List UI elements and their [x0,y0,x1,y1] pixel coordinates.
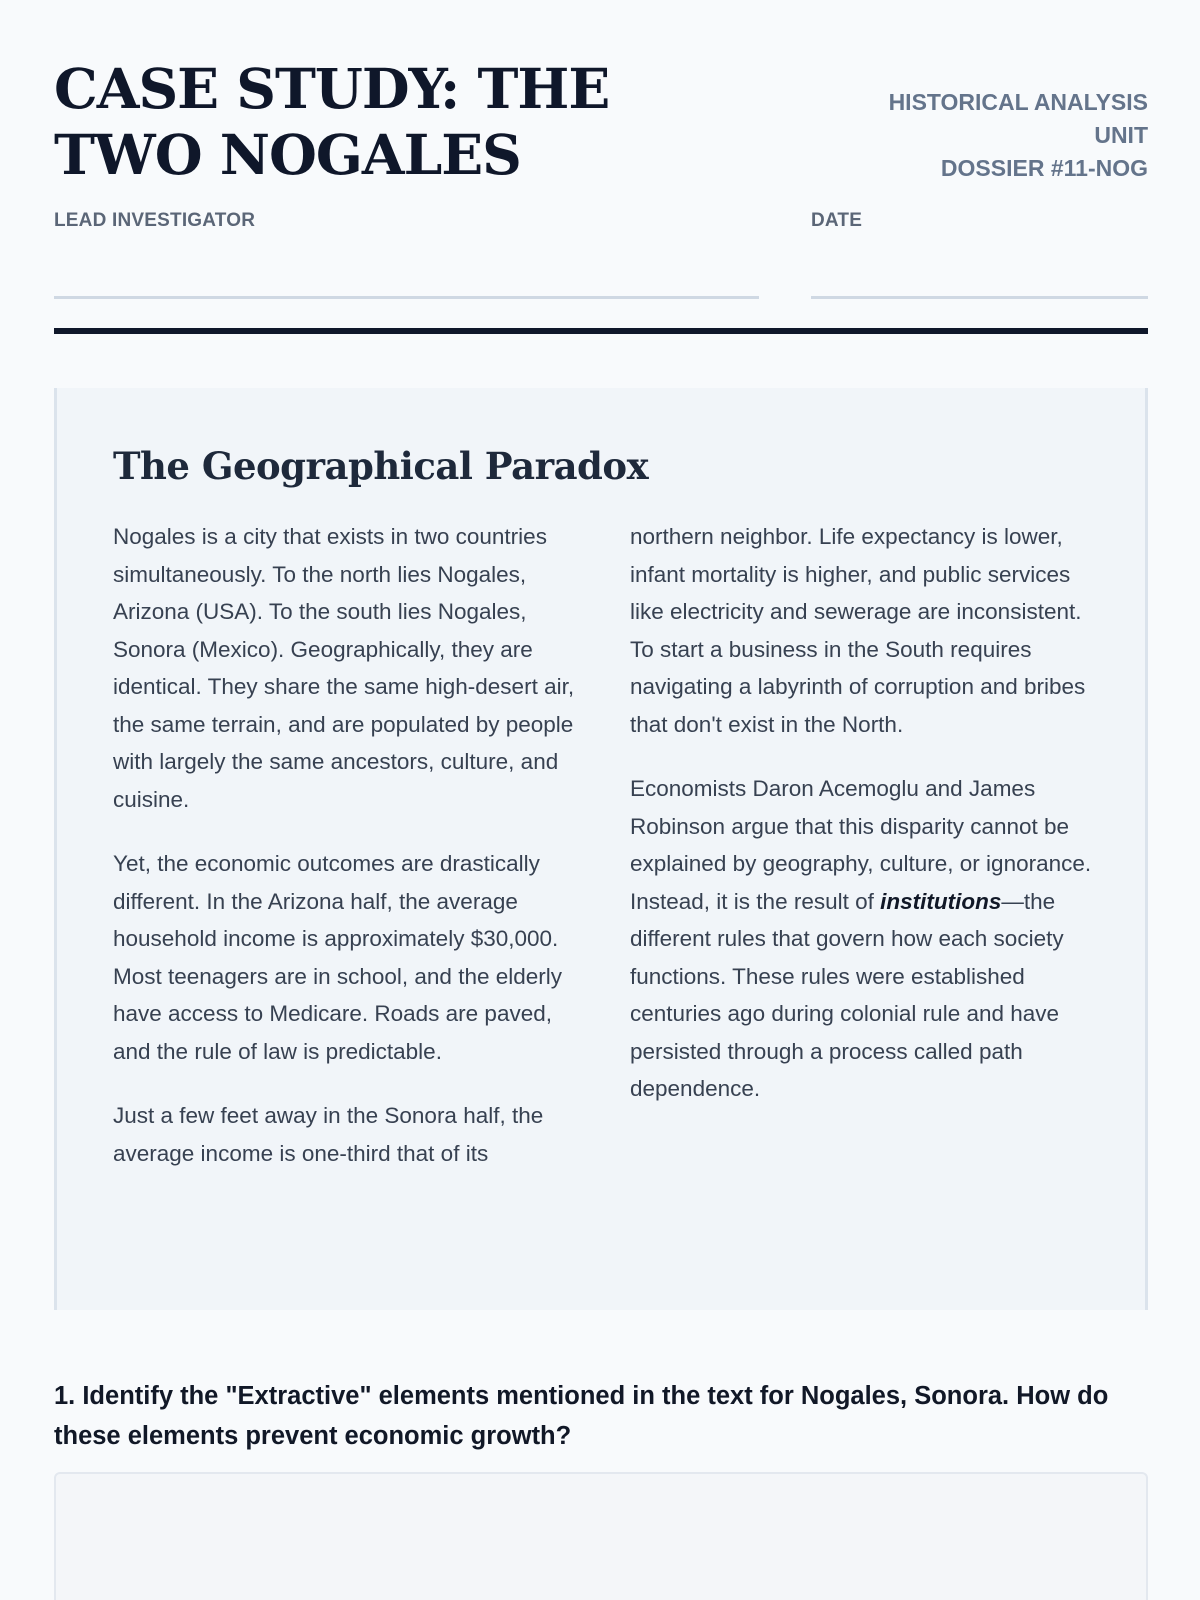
info-fields [54,210,1148,356]
paragraph-3-start: Just a few feet away in the Sonora half, the average income is one-third that of its [113,1103,544,1166]
investigator-field[interactable] [54,250,759,294]
investigator-label: LEAD INVESTIGATOR [54,210,256,231]
paragraph-4-text-a: Economists Daron Acemoglu and James Robinson argue that this disparity cannot be explained by geography, culture, or ignorance. Instead, it is the result of [630,776,1092,914]
header [54,56,1148,188]
answer-box-1[interactable] [54,1472,1148,1600]
paragraph-2: Yet, the economic outcomes are drastically different. In the Arizona half, the average household income is approximately $30,000. Most teenagers are in school, and the elderly have access to Medicare. Roads are paved, and the rule of law is predictable. [113,851,563,1064]
article-heading: The Geographical Paradox [113,444,649,488]
article-column-right [630,518,1098,1135]
institutions-emphasis: institutions [880,888,1002,914]
paragraph-1: Nogales is a city that exists in two countries simultaneously. To the north lies Nogales, Arizona (USA). To the south lies Nogales, Sonora (Mexico). Geographically, they are identical. They share the same high-desert air, the same terrain, and are populated by people with largely the same ancestors, culture, and cuisine. [113,524,575,812]
unit-label: HISTORICAL ANALYSIS UNIT [888,89,1148,148]
worksheet-page [54,56,1148,1450]
page-title: CASE STUDY: THE TWO NOGALES [54,56,610,187]
date-label: DATE [811,210,863,231]
paragraph-4 [630,770,1098,1108]
dossier-number: DOSSIER #11-NOG [940,155,1148,181]
article-column-left [113,518,581,1199]
date-underline [811,296,1148,299]
section-divider [54,328,1148,334]
dossier-info [868,86,1148,185]
paragraph-3-end: northern neighbor. Life expectancy is lower, infant mortality is higher, and public services like electricity and sewerage are inconsistent. To start a business in the South requires navigating a labyrinth of corruption and bribes that don't exist in the North. [630,524,1086,737]
question-1: 1. Identify the "Extractive" elements mentioned in the text for Nogales, Sonora. How do these elements prevent economic growth? [54,1382,1109,1450]
investigator-underline [54,296,759,299]
date-field[interactable] [811,250,1148,294]
case-study-article [54,388,1148,1310]
paragraph-4-text-b: —the different rules that govern how each society functions. These rules were established centuries ago during colonial rule and have persisted through a process called path dependence. [630,888,1064,1101]
